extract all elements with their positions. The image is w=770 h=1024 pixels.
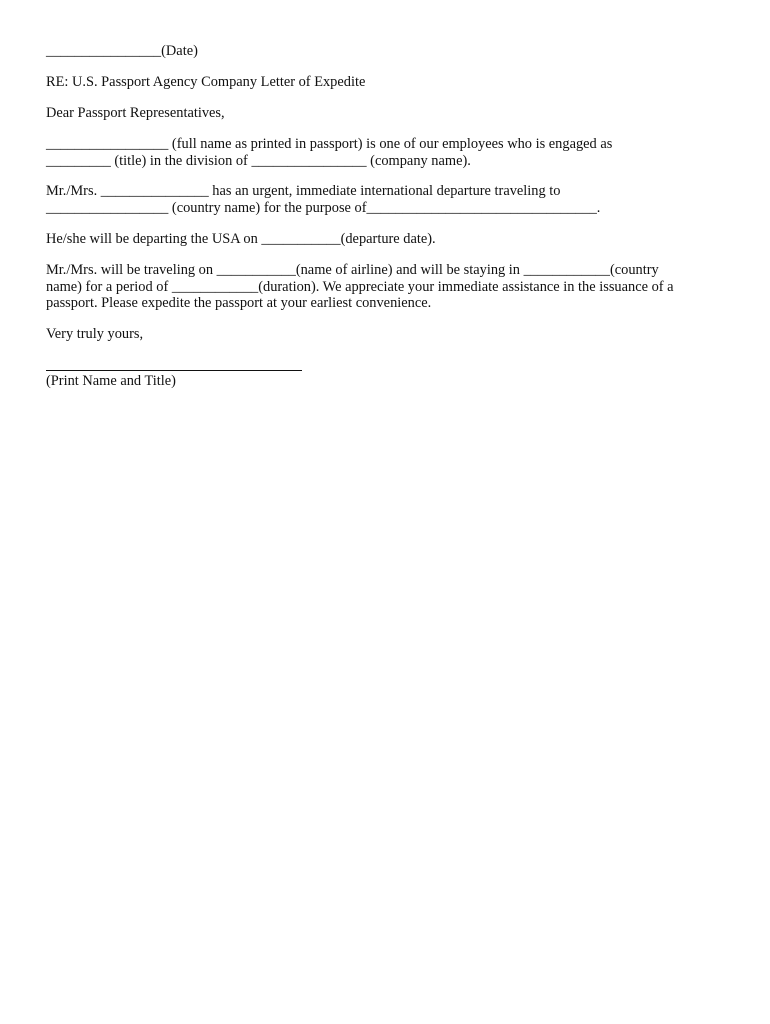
date-line-text: ________________(Date)	[46, 43, 198, 59]
paragraph-departure-line-2: _________________ (country name) for the purpose of________________________________.	[46, 199, 601, 216]
closing	[46, 326, 143, 343]
paragraph-employee-line-2: _________ (title) in the division of ________________ (company name).	[46, 152, 471, 169]
paragraph-employee-line-1: _________________ (full name as printed in passport) is one of our employees who is engaged as	[46, 136, 613, 152]
subject-line-text: RE: U.S. Passport Agency Company Letter of Expedite	[46, 74, 366, 90]
paragraph-employee	[46, 136, 612, 169]
paragraph-travel-line-3: passport. Please expedite the passport at your earliest convenience.	[46, 295, 432, 311]
paragraph-travel-line-1: Mr./Mrs. will be traveling on ___________(name of airline) and will be staying in ____________(country	[46, 262, 659, 278]
paragraph-departure-line-1: Mr./Mrs. _______________ has an urgent, immediate international departure traveling to	[46, 183, 561, 199]
signature-caption-text: (Print Name and Title)	[46, 373, 176, 389]
paragraph-departure-date	[46, 231, 436, 248]
paragraph-departure-date-text: He/she will be departing the USA on ___________(departure date).	[46, 231, 436, 247]
date-line	[46, 43, 198, 60]
salutation	[46, 105, 225, 122]
paragraph-travel-line-2: name) for a period of ____________(duration). We appreciate your immediate assistance in the issuance of a	[46, 278, 674, 295]
salutation-text: Dear Passport Representatives,	[46, 105, 225, 121]
paragraph-departure	[46, 183, 600, 216]
signature-line	[46, 370, 302, 371]
signature-caption	[46, 373, 176, 390]
closing-text: Very truly yours,	[46, 326, 144, 342]
subject-line	[46, 74, 365, 91]
paragraph-travel	[46, 262, 674, 312]
